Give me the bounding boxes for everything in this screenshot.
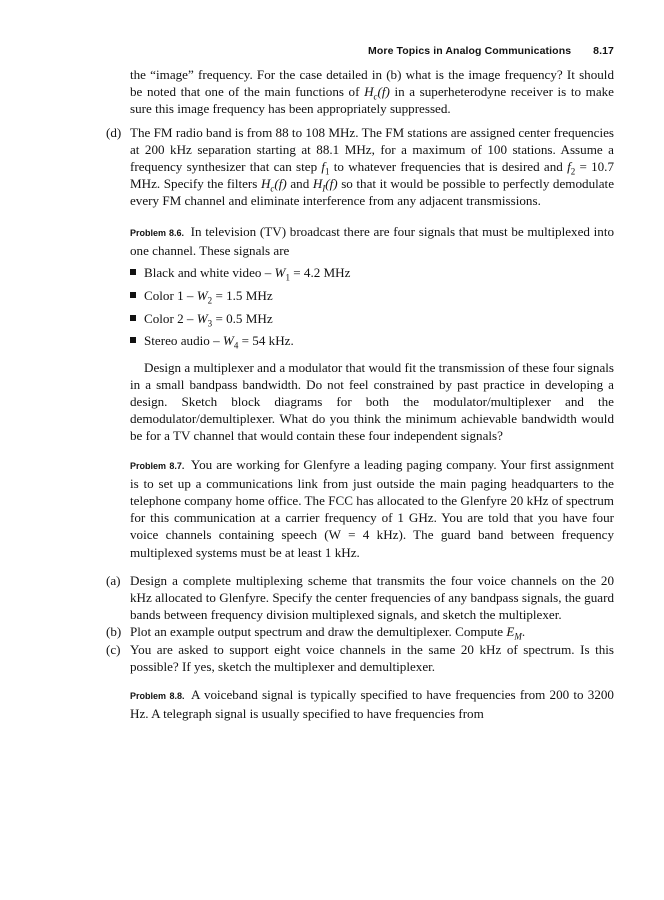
problem-8-8 (130, 686, 614, 722)
problem-label: Problem 8.6. (130, 227, 184, 238)
text-run: in a superheterodyne receiver is to make sure this image frequency has been appropriately suppressed. (130, 84, 614, 117)
bullet-square-icon (130, 292, 136, 298)
list-item: Black and white video – $W_1 = 4.2$ MHz (130, 264, 614, 281)
running-header (368, 45, 614, 57)
part-label: (d) (106, 124, 122, 140)
part-c (106, 641, 614, 675)
part-a (106, 572, 614, 624)
chapter-title: More Topics in Analog Communications (368, 45, 572, 57)
text-run: the “image” frequency. For the case detailed in (b) what is the image frequency? It should be noted that one of the main functions of (130, 67, 614, 100)
continued-paragraph (130, 66, 614, 118)
problem-label: Problem 8.7. (130, 460, 185, 471)
part-label: (a) (106, 572, 121, 588)
signal-list (130, 264, 614, 350)
part-text: You are asked to support eight voice channels in the same 20 kHz of spectrum. Is this possible? If yes, sketch the multiplexer and demultiplexer. (130, 641, 614, 674)
problem-text: In television (TV) broadcast there are four signals that must be multiplexed into one channel. These signals are (130, 223, 614, 258)
part-text: The FM radio band is from 88 to 108 MHz. The FM stations are assigned center frequencies at 200 kHz separation starting at 88.1 MHz, for a maximum of 100 stations. Assume a frequency synthesizer that can step $f_1$ to whatever frequencies that is desired and $f_2 = 10.7$ MHz. Specify the filters $H_c(f)$ and $H_I(f)$ so that it would be possible to perfectly demodulate every FM channel and eliminate interference from any adjacent transmissions. (130, 124, 615, 209)
math-symbol: H (364, 84, 374, 100)
part-label: (b) (106, 624, 122, 640)
design-paragraph: Design a multiplexer and a modulator that would fit the transmission of these four signals in a small bandpass bandwidth. Do not feel constrained by past practice in developing a design. Sketch block diagrams for both the modulator/multiplexer and the demodulator/demultiplexer. What do you think the minimum achievable bandwidth would be for a TV channel that would contain these four independent signals? (130, 359, 614, 444)
problem-label: Problem 8.8. (130, 691, 185, 702)
list-item: Stereo audio – $W_4 = 54$ kHz. (130, 332, 614, 349)
problem-8-6 (130, 223, 614, 259)
problem-text: A voiceband signal is typically specified to have frequencies from 200 to 3200 Hz. A telegraph signal is usually specified to have frequencies from (130, 687, 614, 722)
problem-8-7 (130, 456, 614, 561)
part-d (106, 124, 614, 210)
math-subscript: c (373, 91, 378, 102)
list-item: Color $2 - W_3 = 0.5$ MHz (130, 310, 614, 327)
part-text: Plot an example output spectrum and draw the demultiplexer. Compute $E_M$. (130, 624, 526, 643)
bullet-square-icon (130, 269, 136, 275)
page-number: 8.17 (593, 45, 614, 57)
bullet-square-icon (130, 337, 136, 343)
problem-text: You are working for Glenfyre a leading paging company. Your first assignment is to set up a communications link from just outside the main paging headquarters to the telephone company home office. The FCC has allocated to the Glenfyre 20 kHz of spectrum for this communication at a carrier frequency of 1 GHz. You are told that you have four voice channels containing speech (W = 4 kHz). The guard band between frequency multiplexed systems must be at least 1 kHz. (130, 456, 614, 560)
part-label: (c) (106, 641, 121, 657)
math-argument: (f) (377, 84, 390, 100)
bullet-square-icon (130, 315, 136, 321)
list-item: Color $1 - W_2 = 1.5$ MHz (130, 287, 614, 304)
page-body (106, 66, 615, 722)
part-text: Design a complete multiplexing scheme that transmits the four voice channels on the 20 kHz allocated to Glenfyre. Specify the center frequencies of any bandpass signals, the guard bands between frequency division multiplexed signals, and sketch the multiplexer. (130, 572, 614, 623)
part-b (106, 623, 614, 643)
